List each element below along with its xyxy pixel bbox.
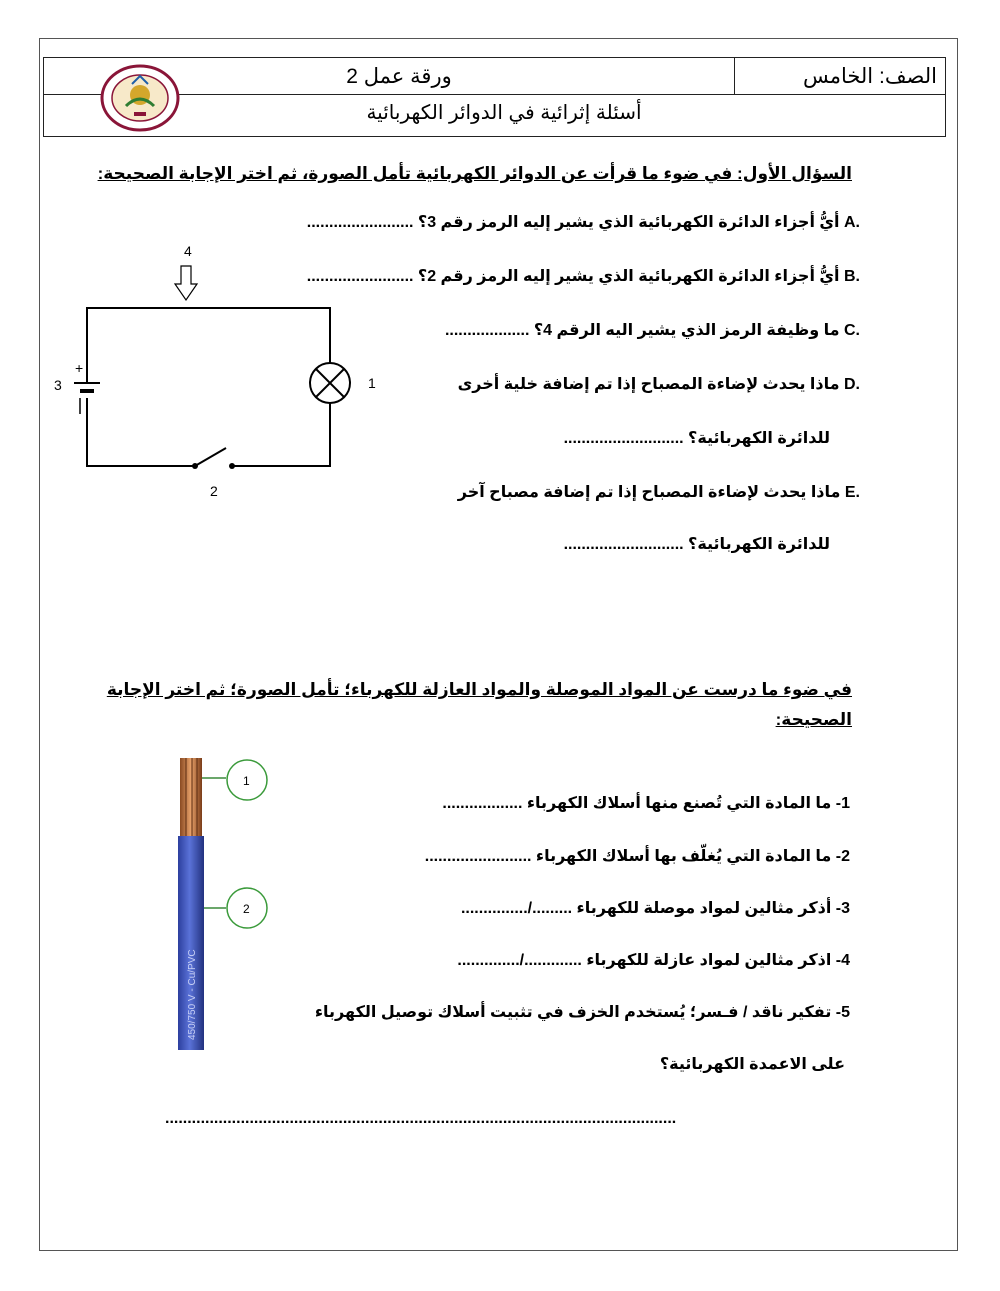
switch-number-label: 2 [210, 483, 218, 499]
copper-number-label: 1 [243, 774, 250, 788]
copper-core-icon [180, 758, 202, 838]
battery-number-label: 3 [54, 377, 62, 393]
item-text: ماذا يحدث لإضاءة المصباح إذا تم إضافة خلية أخرى [457, 376, 840, 393]
question2-title: في ضوء ما درست عن المواد الموصلة والمواد العازلة للكهرباء؛ تأمل الصورة؛ ثم اختر الإجابة [106, 680, 852, 699]
lamp-number-label: 1 [368, 375, 376, 391]
arrow-number-label: 4 [184, 243, 192, 259]
header-table [43, 57, 946, 137]
item-text: أيُّ أجزاء الدائرة الكهربائية الذي يشير إليه الرمز رقم 3؟ ........................ [306, 214, 840, 231]
school-logo-icon [96, 62, 184, 134]
question2-item-3: 3- أذكر مثالين لمواد موصلة للكهرباء ........./............... [460, 900, 850, 917]
circuit-wire-bottom [87, 398, 195, 466]
header-column-divider [734, 58, 735, 94]
grade-label: الصف: الخامس [802, 65, 937, 88]
question-item-e-cont: للدائرة الكهربائية؟ ........................... [563, 536, 830, 553]
item-text: ماذا يحدث لإضاءة المصباح إذا تم إضافة مصباح آخر [457, 484, 841, 501]
item-label: .E [844, 484, 860, 501]
question-item-c [445, 320, 860, 340]
question-item-d [458, 374, 860, 394]
wire-print-text: 450/750 V - Cu/PVC [187, 949, 198, 1040]
wire-picture [120, 750, 280, 1060]
circuit-diagram [50, 238, 390, 508]
worksheet-title: ورقة عمل 2 [346, 65, 452, 88]
item-label: .B [843, 268, 860, 285]
item-label: .C [843, 322, 860, 339]
question2-item-5: 5- تفكير ناقد / فـسر؛ يُستخدم الخزف في تثبيت أسلاك توصيل الكهرباء [314, 1004, 850, 1021]
item-label: .D [843, 376, 860, 393]
circuit-wire-top [87, 308, 330, 383]
answer-line: ................................................................................................................... [165, 1110, 677, 1127]
item-text: ما وظيفة الرمز الذي يشير اليه الرقم 4؟ ................... [444, 322, 840, 339]
question1-title: السؤال الأول: في ضوء ما قرأت عن الدوائر الكهربائية تأمل الصورة، ثم اختر الإجابة الصحيحة: [97, 164, 852, 183]
down-arrow-icon [175, 266, 197, 300]
item-label: .A [843, 214, 860, 231]
insulation-number-label: 2 [243, 902, 250, 916]
circuit-wire-right [232, 403, 330, 466]
question2-title-cont: الصحيحة: [775, 710, 852, 729]
question-item-e [458, 482, 860, 502]
question-item-a [307, 212, 860, 232]
question2-item-2: 2- ما المادة التي يُغلّف بها أسلاك الكهرباء ........................ [424, 848, 850, 865]
worksheet-subtitle: أسئلة إثرائية في الدوائر الكهربائية [366, 102, 642, 124]
question-item-d-cont: للدائرة الكهربائية؟ ........................... [563, 430, 830, 447]
battery-plus-sign: + [75, 360, 84, 376]
question2-item-1: 1- ما المادة التي تُصنع منها أسلاك الكهرباء .................. [442, 795, 850, 812]
switch-icon [192, 448, 235, 469]
item-text: أيُّ أجزاء الدائرة الكهربائية الذي يشير إليه الرمز رقم 2؟ ........................ [306, 268, 840, 285]
question2-item-4: 4- اذكر مثالين لمواد عازلة للكهرباء ............./.............. [457, 952, 850, 969]
question2-item-5-cont: على الاعمدة الكهربائية؟ [659, 1056, 845, 1073]
